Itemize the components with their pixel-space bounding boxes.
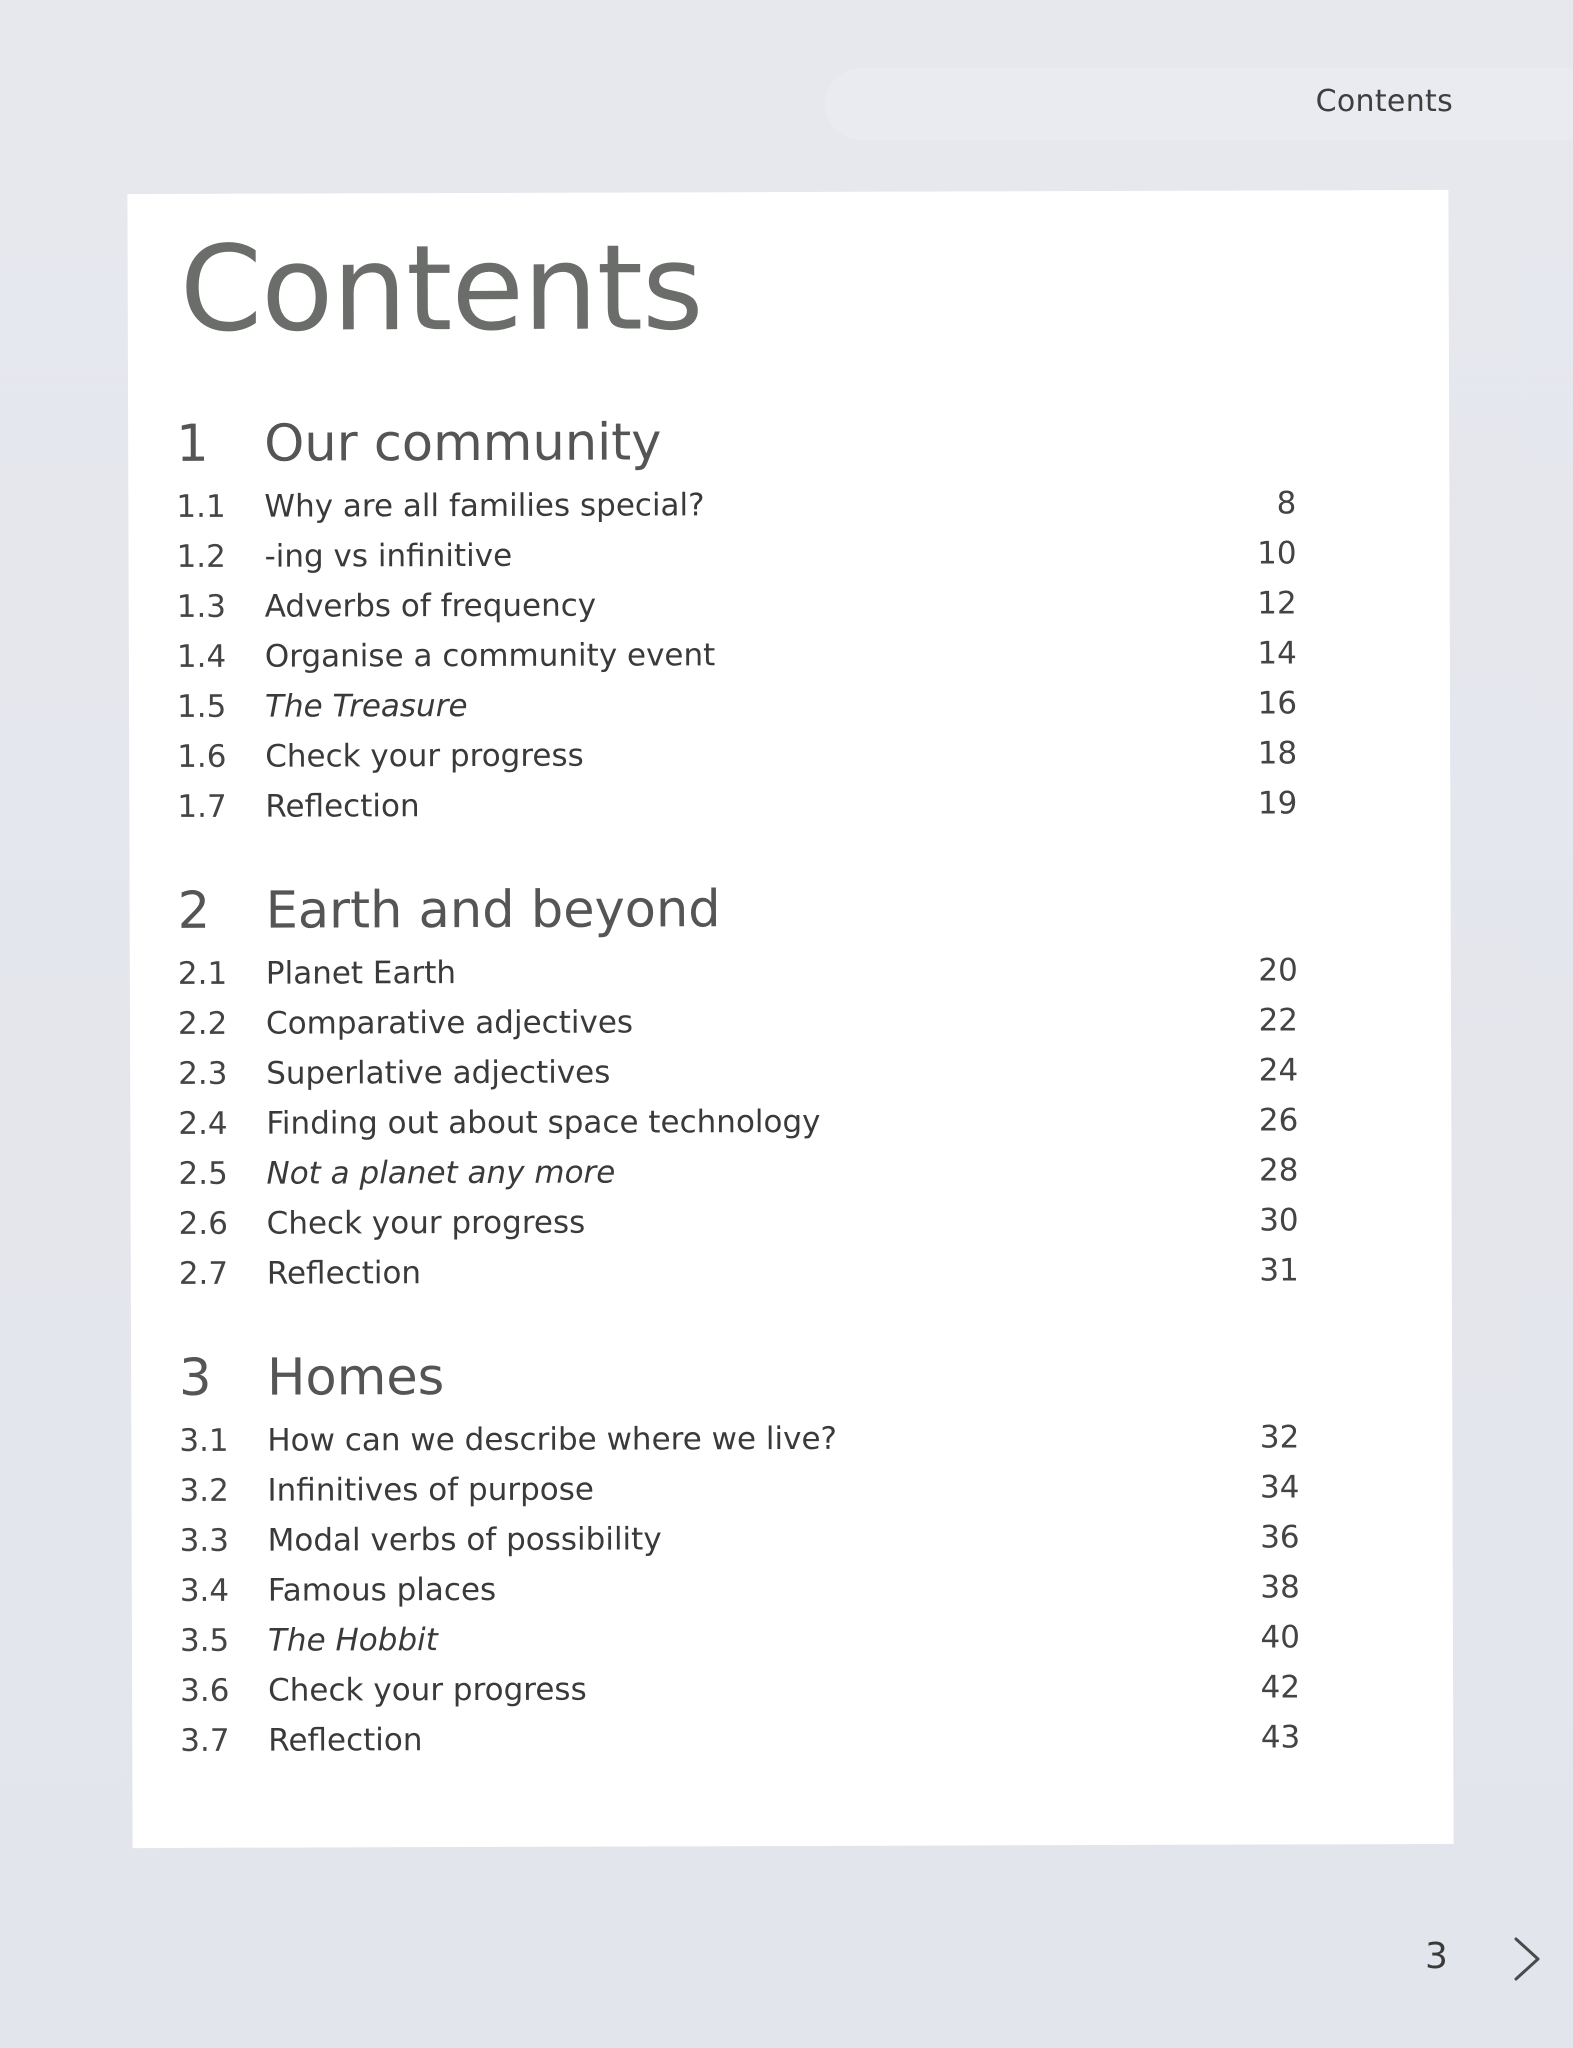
lesson-number: 3.6 [180,1672,230,1709]
unit-heading [179,1336,1299,1416]
toc-entry[interactable] [176,478,1296,532]
lesson-title: Check your progress [265,737,584,775]
lesson-page: 38 [1260,1569,1300,1606]
lesson-page: 14 [1257,635,1297,672]
lesson-title: The Treasure [264,688,468,725]
lesson-number: 1.3 [176,588,227,625]
toc-entry[interactable] [177,628,1297,682]
lesson-title: Infinitives of purpose [267,1471,594,1509]
lesson-title: How can we describe where we live? [267,1420,838,1459]
toc-entry[interactable] [180,1512,1300,1566]
lesson-page: 42 [1260,1669,1301,1706]
lesson-page: 36 [1260,1519,1300,1556]
lesson-page: 28 [1258,1152,1299,1189]
toc-entry[interactable] [178,995,1298,1049]
lesson-number: 2.3 [178,1055,228,1092]
page-title: Contents [179,218,703,358]
unit-heading [176,402,1296,482]
lesson-title: Finding out about space technology [266,1103,821,1142]
header-tab [825,68,1573,140]
toc-entry[interactable] [177,778,1297,832]
toc-entry[interactable] [177,728,1297,782]
toc-entry[interactable] [179,1462,1299,1516]
lesson-page: 18 [1257,735,1298,772]
lesson-number: 2.6 [178,1205,229,1242]
lesson-page: 10 [1257,535,1297,572]
lesson-page: 12 [1257,585,1297,622]
lesson-title: -ing vs infinitive [264,537,513,575]
unit-title: Our community [264,412,662,474]
lesson-number: 2.4 [178,1105,228,1142]
lesson-title: Organise a community event [264,637,716,675]
lesson-title: Adverbs of frequency [264,587,597,625]
lesson-number: 1.2 [176,538,226,575]
lesson-page: 8 [1276,485,1297,522]
lesson-page: 43 [1260,1719,1301,1756]
lesson-page: 30 [1259,1202,1299,1239]
toc-entry[interactable] [178,1095,1298,1149]
lesson-page: 22 [1258,1002,1299,1039]
unit-title: Earth and beyond [265,879,721,941]
chevron-right-icon[interactable] [1512,1936,1542,1982]
unit-section [179,1336,1300,1766]
unit-title: Homes [267,1347,445,1408]
lesson-number: 3.3 [179,1522,230,1559]
lesson-title: Comparative adjectives [265,1004,634,1042]
toc-entry[interactable] [176,528,1296,582]
toc-entry[interactable] [180,1612,1300,1666]
lesson-page: 20 [1258,952,1298,989]
toc-entry[interactable] [178,1145,1298,1199]
lesson-title: Superlative adjectives [266,1054,611,1092]
lesson-number: 1.6 [177,738,227,775]
page-number: 3 [1425,1936,1448,1977]
toc-entry[interactable] [178,1045,1298,1099]
toc-entry[interactable] [177,578,1297,632]
lesson-number: 3.1 [179,1422,229,1459]
lesson-number: 3.5 [179,1622,230,1659]
toc-entry[interactable] [177,678,1297,732]
lesson-title: Check your progress [266,1204,586,1242]
toc-entry[interactable] [179,1195,1299,1249]
lesson-page: 26 [1258,1102,1299,1139]
unit-section [176,402,1297,832]
toc-entry[interactable] [180,1562,1300,1616]
lesson-title: Famous places [267,1571,497,1609]
unit-number: 1 [176,414,209,474]
lesson-number: 3.7 [180,1722,230,1759]
lesson-page: 16 [1257,685,1298,722]
lesson-title: Why are all families special? [264,487,705,525]
lesson-title: Reflection [268,1722,423,1759]
lesson-title: Modal verbs of possibility [267,1521,662,1559]
lesson-number: 1.5 [176,688,227,725]
lesson-page: 32 [1259,1419,1300,1456]
lesson-title: Not a planet any more [266,1154,616,1192]
lesson-number: 1.1 [176,488,226,525]
unit-heading [178,869,1298,949]
lesson-number: 2.7 [178,1255,229,1292]
contents-panel [127,190,1453,1848]
toc-entry[interactable] [178,945,1298,999]
lesson-page: 24 [1258,1052,1299,1089]
lesson-page: 19 [1257,785,1298,822]
toc-entry[interactable] [179,1412,1299,1466]
lesson-number: 2.5 [178,1155,228,1192]
lesson-page: 40 [1260,1619,1301,1656]
unit-number: 3 [179,1348,212,1408]
toc-entry[interactable] [179,1245,1299,1299]
toc-entry[interactable] [180,1712,1300,1766]
unit-section [178,869,1299,1299]
running-header: Contents [1315,84,1453,119]
lesson-number: 2.1 [177,955,228,992]
lesson-page: 31 [1259,1252,1299,1289]
toc-entry[interactable] [180,1662,1300,1716]
lesson-number: 3.4 [179,1572,230,1609]
lesson-number: 1.7 [177,788,227,825]
lesson-number: 2.2 [177,1005,228,1042]
lesson-title: The Hobbit [267,1622,438,1659]
lesson-title: Check your progress [268,1671,587,1709]
lesson-number: 1.4 [176,638,227,675]
unit-number: 2 [177,881,211,941]
lesson-title: Reflection [265,788,420,825]
lesson-title: Reflection [266,1255,422,1292]
lesson-page: 34 [1259,1469,1300,1506]
lesson-number: 3.2 [179,1472,229,1509]
lesson-title: Planet Earth [265,955,457,992]
